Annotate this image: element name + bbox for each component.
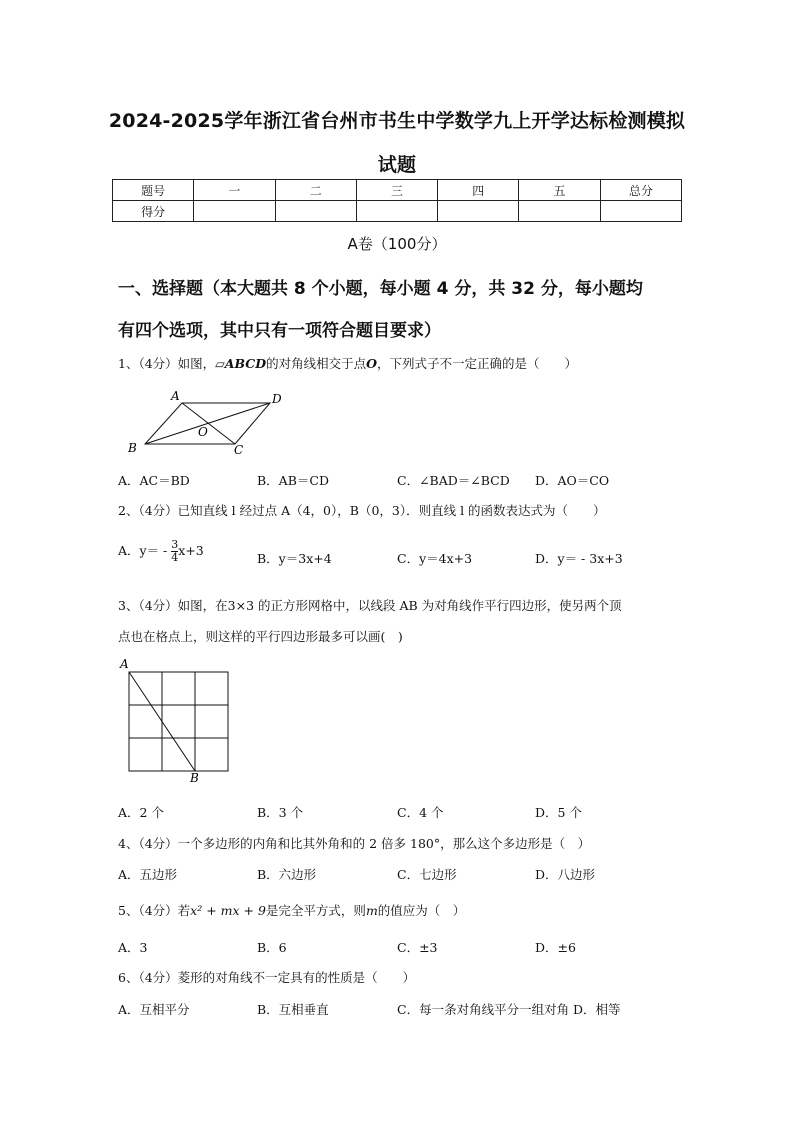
- score-entry-cell[interactable]: [600, 201, 681, 222]
- q5-option-b[interactable]: B．6: [257, 940, 287, 955]
- q5-option-c[interactable]: C．±3: [397, 940, 438, 955]
- q4-option-a[interactable]: A．五边形: [118, 867, 178, 882]
- q1-point: O: [366, 356, 377, 371]
- q1-shape: ▱ABCD: [215, 356, 267, 371]
- q4-option-c[interactable]: C．七边形: [397, 867, 457, 882]
- q3-option-d[interactable]: D．5 个: [535, 805, 582, 820]
- q1-option-a[interactable]: A．AC＝BD: [118, 473, 190, 488]
- q1-option-d[interactable]: D．AO＝CO: [535, 473, 610, 488]
- score-table-cell: 三: [356, 180, 437, 201]
- q6-option-b[interactable]: B．互相垂直: [257, 1002, 329, 1017]
- score-entry-cell[interactable]: [194, 201, 275, 222]
- q1-suffix: 的对角线相交于点: [266, 356, 367, 371]
- q5-expression: x² + mx + 9: [190, 903, 266, 918]
- fig3-label-a: A: [120, 657, 129, 671]
- q1-option-c[interactable]: C．∠BAD＝∠BCD: [397, 473, 510, 488]
- question-4-text: 4、（4分）一个多边形的内角和比其外角和的 2 倍多 180°，那么这个多边形是（ ）: [118, 836, 591, 851]
- score-table-header-row: [113, 180, 682, 201]
- q2-option-a-suffix: x+3: [178, 543, 204, 558]
- fig3-label-b: B: [190, 771, 199, 785]
- score-table-row-label: 得分: [113, 201, 194, 222]
- fig1-label-o: O: [198, 425, 208, 439]
- score-table-cell: 四: [438, 180, 519, 201]
- q1-option-b[interactable]: B．AB＝CD: [257, 473, 329, 488]
- score-table: [112, 179, 682, 222]
- fig1-label-c: C: [234, 443, 244, 457]
- q5-middle: 是完全平方式，则: [265, 903, 366, 918]
- question-2-text: 2、（4分）已知直线 l 经过点 A（4，0），B（0，3）．则直线 l 的函数表达式为（ ）: [118, 503, 606, 518]
- section1-heading-line2: 有四个选项，其中只有一项符合题目要求）: [118, 321, 441, 341]
- score-table-cell: 题号: [113, 180, 194, 201]
- q2-option-c[interactable]: C．y＝4x+3: [397, 551, 473, 566]
- fig1-label-a: A: [171, 389, 180, 403]
- score-table-cell: 五: [519, 180, 600, 201]
- score-table-cell: 二: [275, 180, 356, 201]
- fraction-denominator: 4: [171, 551, 179, 564]
- score-entry-cell[interactable]: [519, 201, 600, 222]
- section1-heading-line1: 一、选择题（本大题共 8 个小题，每小题 4 分，共 32 分，每小题均: [118, 279, 643, 299]
- q4-option-d[interactable]: D．八边形: [535, 867, 596, 882]
- q1-suffix2: ，下列式子不一定正确的是（ ）: [376, 356, 577, 371]
- score-entry-cell[interactable]: [275, 201, 356, 222]
- document-title-line2: 试题: [377, 154, 417, 176]
- score-table-score-row: [113, 201, 682, 222]
- q6-option-a[interactable]: A．互相平分: [118, 1002, 190, 1017]
- fig1-label-d: D: [272, 392, 282, 406]
- question-6-text: 6、（4分）菱形的对角线不一定具有的性质是（ ）: [118, 970, 416, 985]
- question-3-line2: 点也在格点上，则这样的平行四边形最多可以画( ): [118, 629, 403, 644]
- question-5-text: [118, 901, 465, 919]
- q5-prefix: 5、（4分）若: [118, 903, 191, 918]
- q2-option-b[interactable]: B．y＝3x+4: [257, 551, 332, 566]
- question-3-line1: 3、（4分）如图，在3×3 的正方形网格中，以线段 AB 为对角线作平行四边形，使另两个顶: [118, 598, 622, 613]
- question-1-text: [118, 354, 577, 372]
- q2-option-d[interactable]: D．y＝ - 3x+3: [535, 551, 623, 566]
- q5-suffix: 的值应为（ ）: [377, 903, 466, 918]
- fraction-numerator: 3: [171, 538, 179, 551]
- q3-option-b[interactable]: B．3 个: [257, 805, 304, 820]
- q3-option-a[interactable]: A．2 个: [118, 805, 164, 820]
- parallelogram-figure: [118, 386, 298, 458]
- q5-option-a[interactable]: A．3: [118, 940, 148, 955]
- q5-option-d[interactable]: D．±6: [535, 940, 576, 955]
- q1-prefix: 1、（4分）如图，: [118, 356, 216, 371]
- grid-figure: [116, 656, 236, 786]
- q6-option-c-d[interactable]: C．每一条对角线平分一组对角 D．相等: [397, 1002, 621, 1017]
- score-table-cell: 一: [194, 180, 275, 201]
- score-entry-cell[interactable]: [438, 201, 519, 222]
- score-table-cell: 总分: [600, 180, 681, 201]
- q2-option-a[interactable]: [118, 539, 204, 564]
- q5-variable: m: [365, 903, 378, 918]
- document-title-line1: 2024-2025学年浙江省台州市书生中学数学九上开学达标检测模拟: [108, 110, 686, 132]
- q3-option-c[interactable]: C．4 个: [397, 805, 444, 820]
- q4-option-b[interactable]: B．六边形: [257, 867, 317, 882]
- score-entry-cell[interactable]: [356, 201, 437, 222]
- part-a-heading: A卷（100分）: [347, 235, 447, 253]
- fig1-label-b: B: [128, 441, 137, 455]
- q2-option-a-prefix: A．y＝ -: [118, 543, 168, 558]
